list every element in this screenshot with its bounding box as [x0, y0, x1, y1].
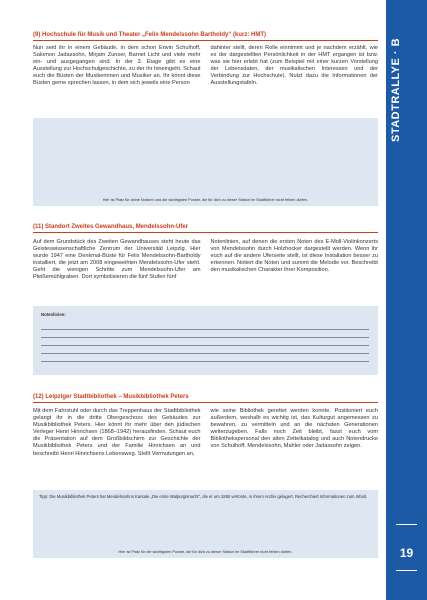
section-9-col-1: Nun seid ihr in einem Gebäude, in dem schon Erwin Schulhoff, Salomon Jadassohn, Mirjam Zunser, Barnet Licht und viele mehr ein- und ausgegangen sind. In der 3. Etage gibt es eine Ausstellung zur Hochschulgeschichte, zu der ihr hineingeht. Schaut euch die Büsten der Musikerinnen und Musiker an. Ihr könnt diese Büsten gerne sprechen lassen, in dem sich jeweils eine Person [33, 45, 201, 87]
section-12-col-2: wie seine Bibliothek gerettet werden konnte. Positioniert euch außerdem, weshalb es wichtig ist, das Kulturgut angemessen zu bewahren, zu vermitteln und an die nächsten Generationen weiterzugeben. Falls noch Zeit bleibt, fasst euch vom Bibliothekspersonal den alten Zettelkatalog und auch Notendrucke von Schulhoff, Mendelssohn, Mahler oder Jadassohn zeigen. [210, 408, 378, 450]
section-12-notes-caption: Hier ist Platz für die wichtigsten Punkte, die für dich zu dieser Station im Stadtführer nicht fehlen dürfen. [118, 550, 293, 554]
section-12-tip: Tipp: Die Musikbibliothek Peters hat Mendelssohns Kantate „Die erste Walpurgisnacht“, die er um 1850 vertonte, in ihrem Archiv gelagert. Recherchiert Informationen zum Inhalt. [39, 494, 368, 499]
section-12-notes-box[interactable] [33, 490, 378, 558]
section-9-title: (9) Hochschule für Musik und Theater „Felix Mendelssohn Bartholdy“ (kurz: HMT) [33, 30, 378, 41]
section-9-notes-caption: Hier ist Platz für deine Notizen und die wichtigsten Punkte, die für dich zu dieser Station im Stadtführer nicht fehlen dürfen. [102, 198, 309, 202]
staff-line-2 [41, 337, 369, 338]
sidebar-rule-bottom [396, 570, 417, 571]
section-12-text [33, 408, 378, 458]
section-11-text [33, 239, 378, 282]
staff-line-1 [41, 329, 369, 330]
section-9-notes-box[interactable] [33, 118, 378, 206]
staff-line-4 [41, 353, 369, 354]
staff-line-5 [41, 361, 369, 362]
section-12-title: (12) Leipziger Stadtbibliothek – Musikbibliothek Peters [33, 392, 378, 403]
section-11-title: (11) Standort Zweites Gewandhaus, Mendelssohn-Ufer [33, 222, 378, 233]
section-12-col-1: Mit dem Fahrstuhl oder durch das Treppenhaus der Stadtbibliothek gelangt ihr in die dritte Obergeschoss des Gebäudes zur Musikbibliothek Peters. Hier könnt ihr mehr über den jüdischen Verleger Henri Hinrichsen (1868–1942) herausfinden. Schaut euch die Präsentation auf dem Großbildschirm zur Geschichte der Musikbibliothek Peters und der Familie Hinrichsen an und beschreibt Henri Hinrichsens Lebensweg. Stellt Vermutungen an, [33, 408, 201, 457]
section-11-col-2: Notenlinien, auf denen die ersten Noten des E-Moll-Violinkonzerts von Mendelssohn durch Holzhocker dargestellt werden. Wenn ihr euch auf die andere Uferseite stellt, ist diese Installation besser zu erkennen. Notiert die Noten und summt die Melodie vor. Beschreibt den musikalischen Charakter ihrer Komposition. [210, 239, 378, 274]
sidebar-rule-top [396, 524, 417, 525]
page-number: 19 [399, 546, 414, 560]
section-11-notes-box[interactable] [33, 306, 378, 375]
section-9-col-2: dahinter stellt, deren Rolle einnimmt und je nachdem erzählt, wie es der dargestellten Persönlichkeit in der HMT ergangen ist bzw. was sie hier erlebt hat (zum Beispiel mit einer kurzen Vorstellung der Lebensdaten, der musikalischen Interessen und der Verbindung zur Hochschule). Nutzt dazu die Informationen der Ausstellungstafeln. [210, 45, 378, 87]
section-11-col-1: Auf dem Grundstück des Zweiten Gewandhauses steht heute das Geisteswissenschaftliche Zentrum der Universität Leipzig. Hier wurde 1947 eine Denkmal-Büste für Felix Mendelssohn-Bartholdy installiert, die jetzt am 2008 eingeweihten Mendelssohn-Ufer steht. Geht die wenigen Schritte zum Mendelssohn-Ufer am Pleißemühlgraben. Dort symbolisieren die fünf Stufen fünf [33, 239, 201, 281]
sidebar-label: STADTRALLYE · B [390, 37, 402, 143]
staff-line-3 [41, 345, 369, 346]
sidebar [386, 0, 427, 600]
section-9-text [33, 45, 378, 88]
notes-label: Notenlinien: [41, 312, 66, 317]
